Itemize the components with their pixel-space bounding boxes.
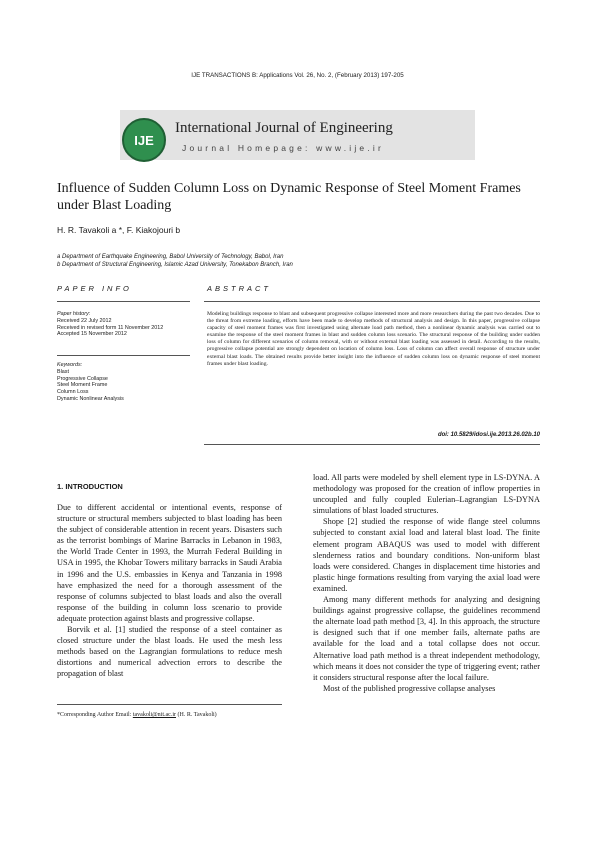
keyword-item: Blast	[57, 368, 69, 375]
abstract-bottom-rule	[204, 444, 540, 445]
journal-running-header: IJE TRANSACTIONS B: Applications Vol. 26, No. 2, (February 2013) 197-205	[191, 72, 404, 79]
paragraph: Shope [2] studied the response of wide flange steel columns subjected to constant axial load and lateral blast load. The finite element program ABAQUS was used to model with different slenderness ratios and boundary conditions. Non-uniform blast loads were considered. Changes in displacement time histories and plastic hinge formations resulting from varying the axial load were examined.	[313, 517, 540, 593]
right-column	[313, 472, 540, 694]
keyword-item: Dynamic Nonlinear Analysis	[57, 395, 124, 402]
accepted-date: Accepted 15 November 2012	[57, 331, 127, 338]
paragraph: Borvik et al. [1] studied the response of a steel container as closed structure under the blast loads. He used the mesh less methods based on the Lagrangian formulations to reduce mesh distortions and numerical advection errors to describe the propagation of blast	[57, 625, 282, 679]
footnote	[57, 712, 217, 718]
journal-title: International Journal of Engineering	[175, 120, 393, 136]
paragraph: Most of the published progressive collapse analyses	[323, 683, 496, 693]
paper-title: Influence of Sudden Column Loss on Dynamic Response of Steel Moment Frames under Blast Loading	[57, 181, 521, 213]
footnote-suffix: (H. R. Tavakoli)	[176, 712, 217, 718]
keyword-item: Steel Moment Frame	[57, 382, 108, 389]
affiliation-a: a Department of Earthquake Engineering, Babol University of Technology, Babol, Iran	[57, 254, 284, 260]
section-heading: 1. INTRODUCTION	[57, 482, 123, 491]
received-date: Received 22 July 2012	[57, 317, 112, 324]
keywords	[57, 362, 197, 403]
history-label: Paper history:	[57, 311, 91, 317]
email-link[interactable]: tavakoli@nit.ac.ir	[132, 712, 177, 718]
affiliation-b: b Department of Structural Engineering, Islamic Azad University, Tonekabon Branch, Iran	[57, 262, 293, 268]
paper-info-heading: PAPER INFO	[57, 284, 132, 293]
authors: H. R. Tavakoli a *, F. Kiakojouri b	[57, 225, 181, 235]
keyword-item: Column Loss	[57, 389, 89, 396]
keywords-label: Keywords:	[57, 362, 83, 368]
keyword-item: Progressive Collapse	[57, 375, 108, 382]
paper-info-rule	[57, 301, 190, 302]
keywords-rule	[57, 355, 190, 356]
footnote-rule	[57, 704, 282, 705]
left-column	[57, 502, 282, 680]
paragraph: load. All parts were modeled by shell element type in LS-DYNA. A methodology was proposed for the creation of inflow properties in uncoupled and fully coupled Eulerian–Lagrangian LS-DYNA simulations of blast loaded structures.	[313, 473, 540, 516]
journal-logo: IJE	[122, 118, 166, 162]
doi-link[interactable]: doi: 10.5829/idosi.ije.2013.26.02b.10	[437, 432, 540, 438]
revised-date: Received in revised form 11 November 2012	[57, 324, 164, 331]
footnote-prefix: *Corresponding Author Email:	[57, 712, 133, 718]
paper-history	[57, 311, 197, 338]
paragraph: Among many different methods for analyzing and designing buildings against progressive collapse, the guidelines recommend the alternate load path method [3, 4]. In this approach, the structure is designed such that if one member fails, alternate paths are available for the load and a total collapse does not occur. Alternative load path method is a threat independent methodology, which means it does not consider the type of triggering event; rather it considers structural response after the local failure.	[313, 595, 540, 682]
abstract-rule	[204, 301, 540, 302]
paragraph: Due to different accidental or intentional events, response of structure or structural members subjected to blast loading has been the subject of considerable attention in recent years. Disasters such as the terrorist bombings of Marine Barracks in Lebanon in 1983, the World Trade Center in 1993, the Murrah Federal Building in USA in 1995, the Khobar Towers military barracks in Saudi Arabia in 1996 and the U.S. embassies in Kenya and Tanzania in 1998 have emphasized the need for a thorough assessment of the response of columns subjected to blast loads and also the overall response of the building in column loss scenario to provide adequate protection against blasts and progressive collapse.	[57, 503, 282, 623]
journal-homepage: Journal Homepage: www.ije.ir	[182, 143, 385, 153]
abstract-text: Modeling buildings response to blast and subsequent progressive collapse interested more and more researchers during the past two decades. Due to the threat from extreme loading, efforts have been made to develop methods of structural analysis and design. In this paper, progressive collapse capacity of steel moment frames was first investigated using alternate load path method, then a nonlinear dynamic analysis was carried out to examine the response of the steel moment frames in blast and sudden column loss scenario. The structural response of the building under sudden loss of column for different scenarios of column removal, with or without external blast loading was assessed in detail. According to the results, progressive collapse potential are strongly dependent on location of column loss. Loss of column can affect overall response of structure under external blast loads. The obtained results provide better insight into the influence of sudden column loss on dynamic response of steel moment frames under blast loading.	[207, 311, 540, 367]
abstract-heading: ABSTRACT	[207, 284, 272, 293]
